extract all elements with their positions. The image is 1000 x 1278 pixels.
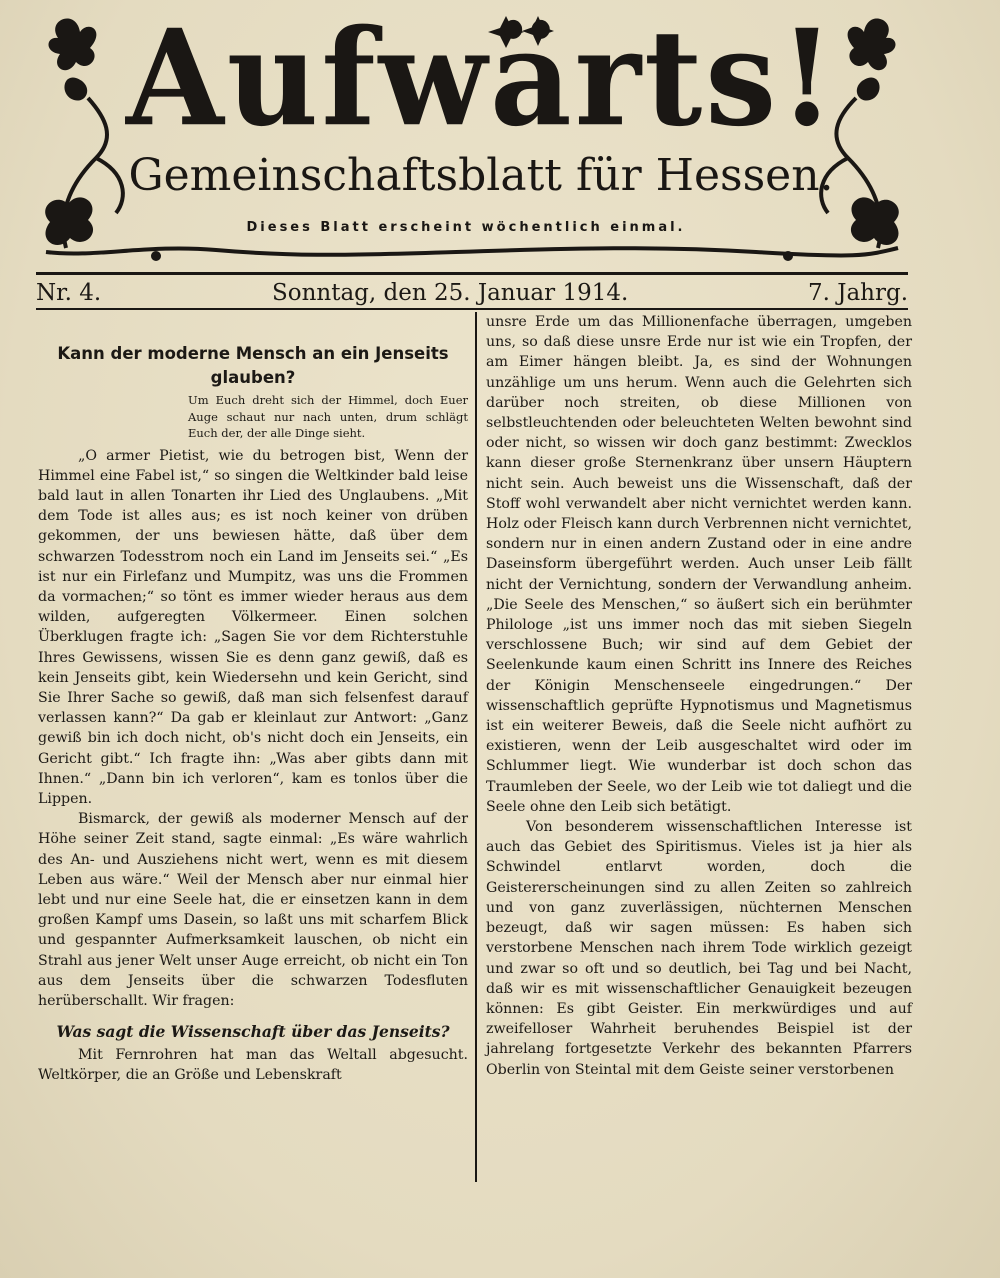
article-paragraph: Mit Fernrohren hat man das Weltall abgesucht. Weltkörper, die an Größe und Lebenskraft [38,1047,468,1084]
article-subheading: Was sagt die Wissenschaft über das Jenseits? [56,1022,450,1042]
publication-notice: Dieses Blatt erscheint wöchentlich einmal. [246,220,686,235]
dateline [36,278,908,308]
article-motto: Um Euch dreht sich der Himmel, doch Euer Auge schaut nur nach unten, drum schlägt Euch der, der alle Dinge sieht. [188,393,468,440]
masthead-title: Aufwärts! [126,0,838,156]
article-paragraph: „O armer Pietist, wie du betrogen bist, Wenn der Himmel eine Fabel ist,“ so singen die Weltkinder bald leise bald laut in allen Tonarten ihr Lied des Unglaubens. „Mit dem Tode ist alles aus; es ist noch keiner von drüben gekommen, der uns bewiesen hätte, daß über dem schwarzen Todesstrom noch ein Land im Jenseits sei.“ „Es ist nur ein Firlefanz und Mumpitz, was uns die Frommen da vormachen;“ so tönt es immer wieder heraus aus dem wilden, aufgeregten Völkermeer. Einen solchen Überklugen fragte ich: „Sagen Sie vor dem Richterstuhle Ihres Gewissens, wissen Sie es denn ganz gewiß, daß es kein Jenseits gibt, kein Wiedersehn und kein Gericht, sind Sie Ihrer Sache so gewiß, daß man sich felsenfest darauf verlassen kann?“ Da gab er kleinlaut zur Antwort: „Ganz gewiß bin ich doch nicht, ob's nicht doch ein Jenseits, ein Gericht gibt.“ Ich fragte ihn: „Was aber gibts dann mit Ihnen.“ „Dann bin ich verloren“, kam es tonlos über die Lippen. [38,447,468,807]
top-rule [36,272,908,275]
article-paragraph: Von besonderem wissenschaftlichen Interesse ist auch das Gebiet des Spiritismus. Vieles ist ja hier als Schwindel entlarvt worden, doch die Geistererscheinungen sind zu allen Zeiten so zahlreich und von ganz zuverlässigen, nüchternen Menschen bezeugt, daß wir sagen müssen: Es haben sich verstorbene Menschen nach ihrem Tode wirklich gezeigt und zwar so oft und so deutlich, bei Tag und bei Nacht, daß wir es mit wissenschaftlicher Genauigkeit bezeugen können: Es gibt Geister. Ein merkwürdiges und auf zweifelloser Wahrheit beruhendes Beispiel ist der jahrelang fortgesetzte Verkehr des bekannten Pfarrers Oberlin von Steintal mit dem Geiste seiner verstorbenen [486,819,912,1078]
volume-year: 7. Jahrg. [807,280,908,306]
column-left [38,312,468,1086]
masthead-subtitle: Gemeinschaftsblatt für Hessen. [128,150,834,201]
dateline-rule [36,308,908,310]
column-right [486,312,912,1080]
article-paragraph: unsre Erde um das Millionenfache überragen, umgeben uns, so daß diese unsre Erde nur ist wie ein Tropfen, der am Eimer hängen bleibt. Ja, es sind der Wohnungen unzählige um uns herum. Wenn auch die Gelehrten sich darüber noch streiten, ob diese Millionen von selbstleuchtenden oder beleuchteten Welten bewohnt sind oder nicht, so wissen wir doch ganz bestimmt: Zwecklos kann dieser große Sternenkranz über unsern Häuptern nicht sein. Auch beweist uns die Wissenschaft, daß der Stoff wohl verwandelt aber nicht vernichtet werden kann. Holz oder Fleisch kann durch Verbrennen nicht vernichtet, sondern nur in einen andern Zustand oder in eine andre Daseinsform übergeführt werden. Auch unser Leib fällt nicht der Vernichtung, sondern der Verwandlung anheim. „Die Seele des Menschen,“ so äußert sich ein berühmter Philologe „ist uns immer noch das mit sieben Siegeln verschlossene Buch; wir sind auf dem Gebiet der Seelenkunde kaum einen Schritt ins Innere des Reiches der Königin Menschenseele eingedrungen.“ Der wissenschaftlich geprüfte Hypnotismus und Magnetismus ist ein weiterer Beweis, daß die Seele nicht aufhört zu existieren, wenn der Leib ausgeschaltet wird oder im Schlummer liegt. Wie wunderbar ist doch schon das Traumleben der Seele, wo der Leib wie tot daliegt und die Seele ohne den Leib sich betätigt. [486,314,912,815]
article-paragraph: Bismarck, der gewiß als moderner Mensch auf der Höhe seiner Zeit stand, sagte einmal: „Es wäre wahrlich des An- und Ausziehens nicht wert, wenn es mit diesem Leben aus wäre.“ Weil der Mensch aber nur einmal hier lebt und nur eine Seele hat, die er einsetzen kann in dem großen Kampf ums Dasein, so laßt uns mit scharfem Blick und gespannter Aufmerksamkeit lauschen, ob nicht ein Strahl aus jener Welt unser Auge erreicht, ob nicht ein Ton aus dem Jenseits über die schwarzen Todesfluten herüberschallt. Wir fragen: [38,811,468,1009]
article-title: Kann der moderne Mensch an ein Jenseits glauben? [57,344,449,387]
issue-number: Nr. 4. [36,280,102,306]
masthead [36,0,908,270]
column-divider [475,312,477,1182]
issue-date: Sonntag, den 25. Januar 1914. [272,280,629,306]
